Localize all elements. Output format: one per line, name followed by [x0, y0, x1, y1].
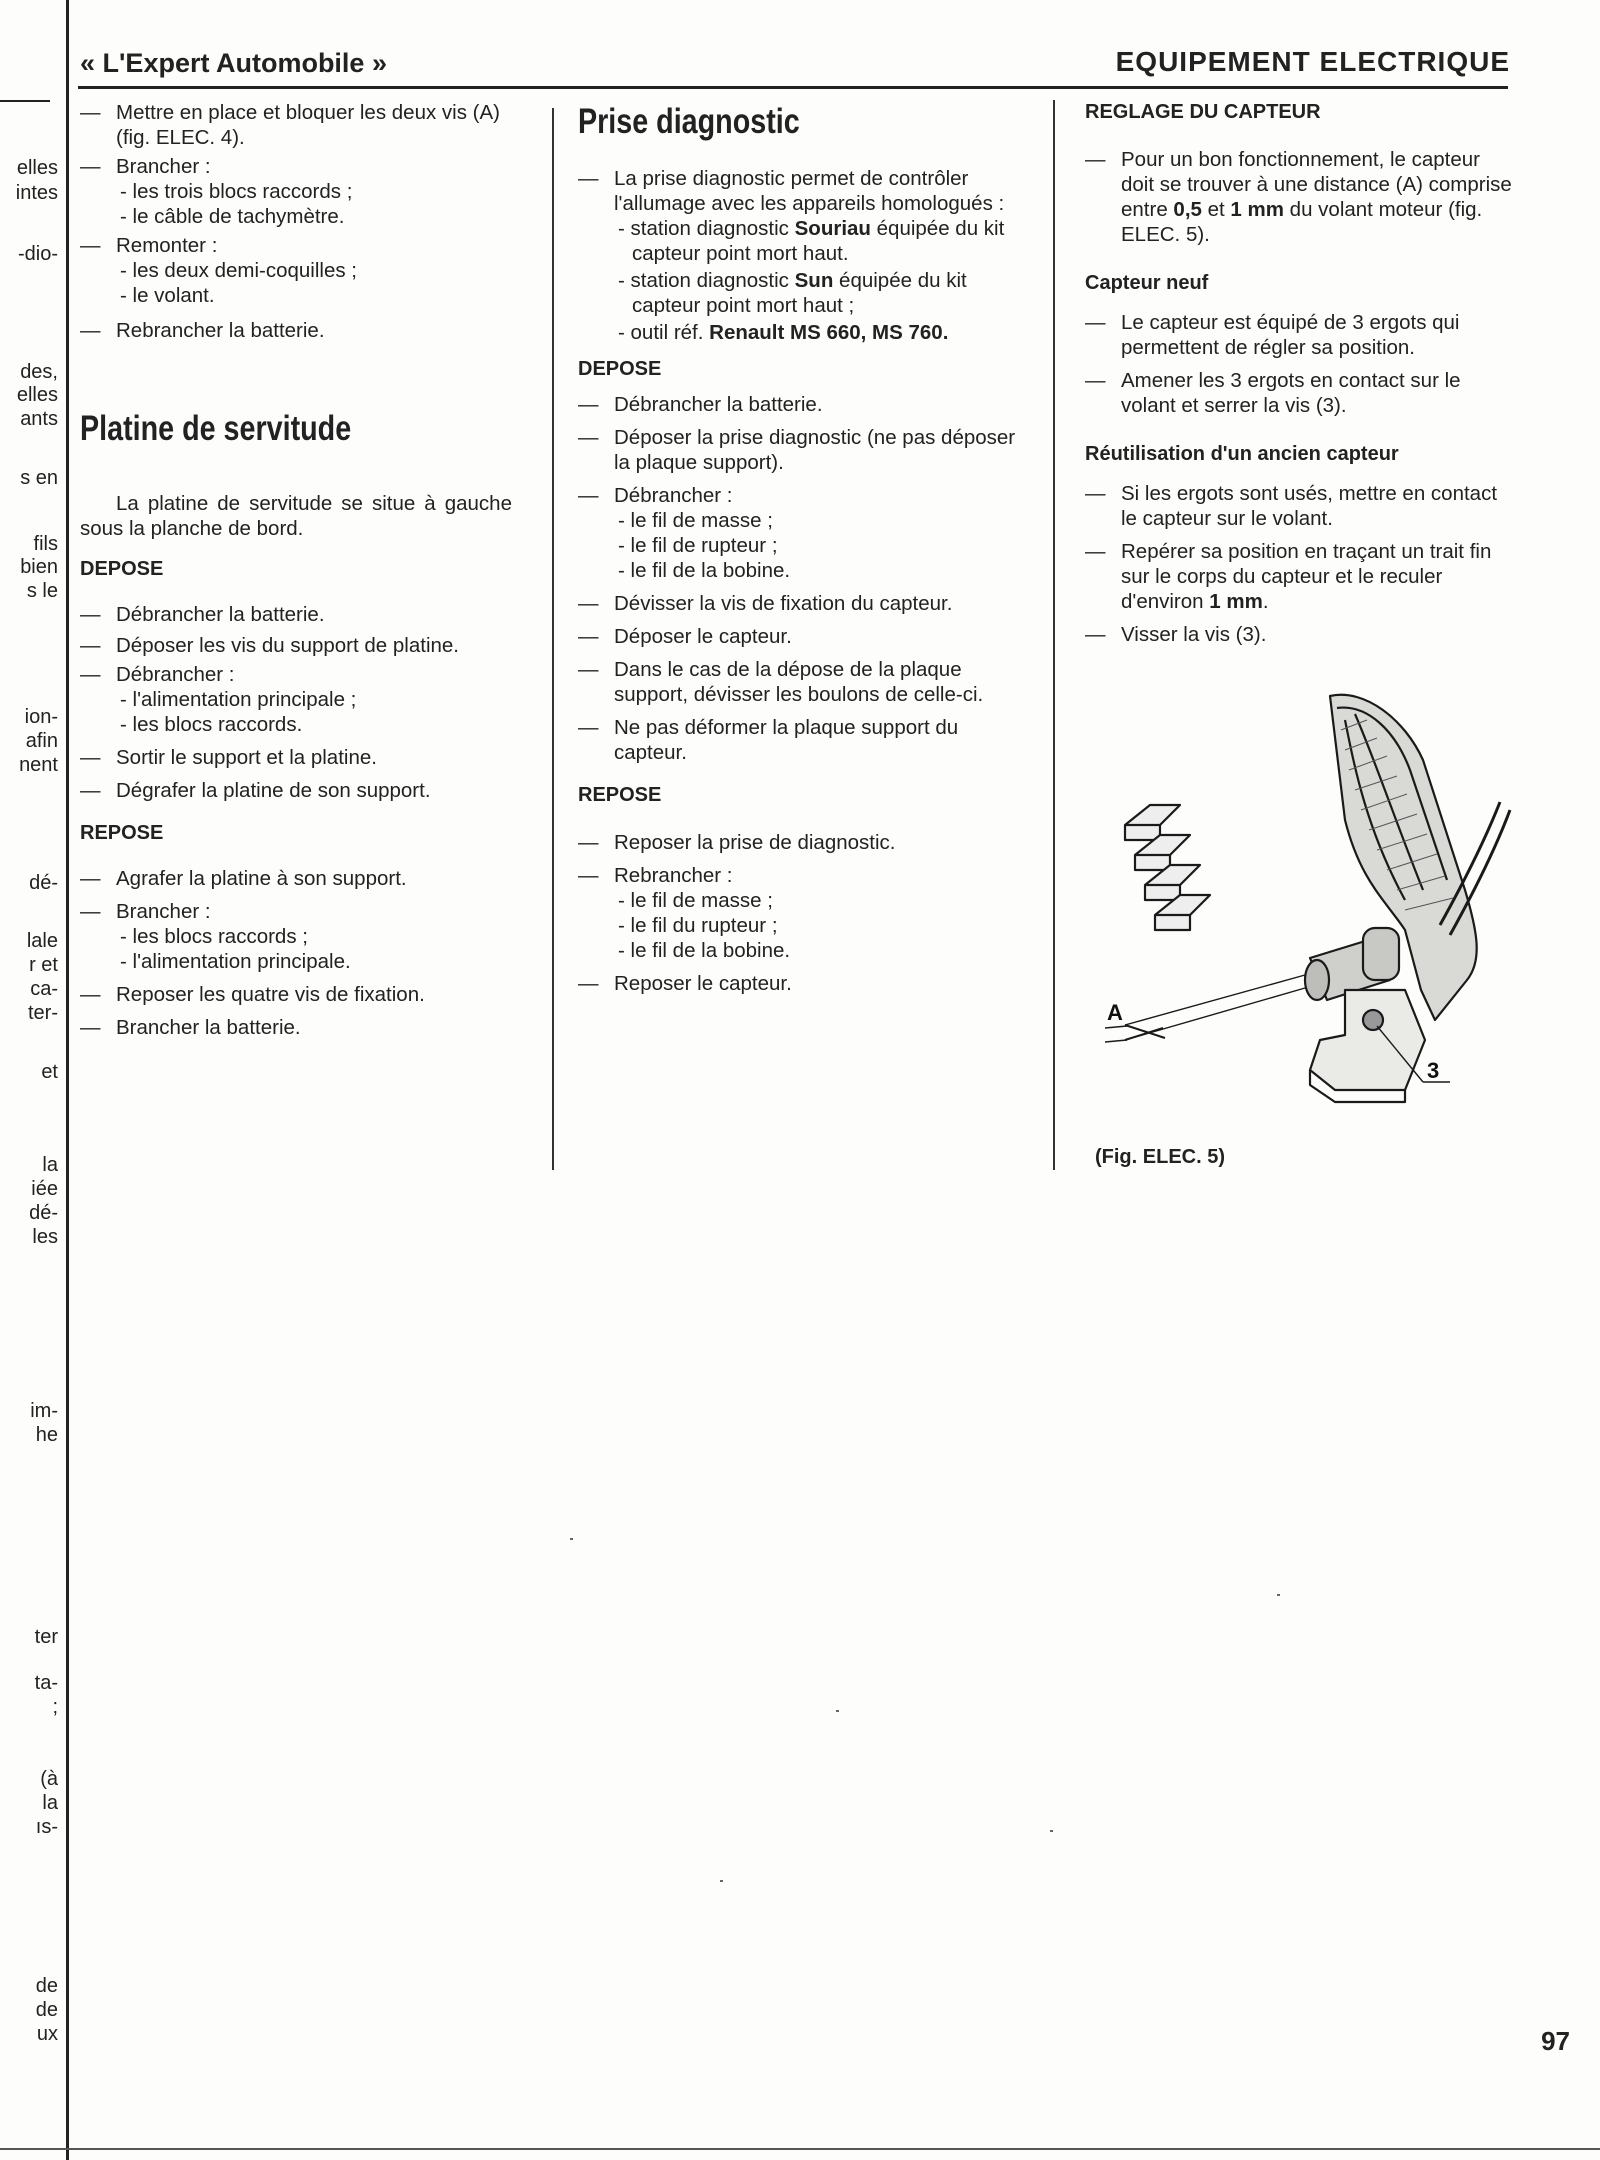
list-item: — Brancher : [80, 899, 512, 924]
sub-item: - les blocs raccords. [120, 713, 303, 736]
margin-fragment: ux [36, 2023, 58, 2045]
list-item: — Débrancher : [578, 483, 1018, 508]
section-title: Platine de servitude [80, 409, 352, 448]
subheading: REPOSE [578, 784, 662, 806]
subheading: REPOSE [80, 822, 164, 844]
margin-fragment: elles [16, 384, 58, 406]
column-1 [80, 100, 512, 1040]
margin-fragment: (à [40, 1768, 58, 1790]
subheading: DEPOSE [80, 558, 164, 580]
list-item: — Sortir le support et la platine. [80, 745, 512, 770]
margin-fragment: ca- [30, 978, 58, 1000]
list-item: — Dévisser la vis de fixation du capteur. [578, 591, 1018, 616]
margin-fragment: intes [15, 182, 58, 204]
list-item: — Dans le cas de la dépose de la plaque support, dévisser les boulons de celle-ci. [578, 657, 1018, 707]
list-item: — Déposer le capteur. [578, 624, 1018, 649]
paragraph: La platine de servitude se situe à gauche sous la planche de bord. [80, 492, 512, 540]
sub-item: - le fil de masse ; [618, 509, 773, 532]
screw-label-3: 3 [1427, 1058, 1440, 1083]
list-item: — Agrafer la platine à son support. [80, 866, 512, 891]
margin-fragment: elles [16, 157, 58, 179]
sub-item: - station diagnostic Sun équipée du kit capteur point mort haut ; [618, 269, 967, 317]
scan-speck [1050, 1830, 1053, 1832]
list-item: — Déposer les vis du support de platine. [80, 633, 512, 658]
column-3 [1085, 100, 1515, 647]
margin-fragment: fils [33, 533, 58, 555]
sub-item: - le fil du rupteur ; [618, 914, 778, 937]
margin-fragment: nent [19, 754, 58, 776]
margin-fragment: bien [20, 556, 58, 578]
column-2 [578, 100, 1018, 996]
sub-item: - le fil de masse ; [618, 889, 773, 912]
margin-fragment: r et [29, 954, 58, 976]
list-item: — Mettre en place et bloquer les deux vis (A) (fig. ELEC. 4). [80, 100, 512, 150]
margin-fragment: -dio- [17, 243, 58, 265]
margin-fragment: s en [20, 467, 58, 489]
list-item: — Visser la vis (3). [1085, 622, 1515, 647]
margin-fragment: dé- [29, 872, 58, 894]
margin-fragment: ants [20, 408, 58, 430]
column-divider [1053, 100, 1055, 1170]
list-item: — Le capteur est équipé de 3 ergots qui permettent de régler sa position. [1085, 310, 1515, 360]
sub-item: - le câble de tachymètre. [120, 205, 345, 228]
margin-fragment: ion- [24, 706, 58, 728]
margin-fragment: he [35, 1424, 58, 1446]
margin-fragment: ter- [28, 1002, 58, 1024]
margin-fragment: lale [26, 930, 58, 952]
sub-item: - le fil de la bobine. [618, 559, 791, 582]
list-item: — Reposer les quatre vis de fixation. [80, 982, 512, 1007]
list-item: — Amener les 3 ergots en contact sur le volant et serrer la vis (3). [1085, 368, 1515, 418]
margin-fragment: ta- [34, 1672, 58, 1694]
sub-item: - les blocs raccords ; [120, 925, 308, 948]
sensor-diagram [1105, 690, 1525, 1130]
scan-speck [836, 1710, 839, 1712]
list-item: — Dégrafer la platine de son support. [80, 778, 512, 803]
margin-fragment: de [35, 1975, 58, 1997]
list-item: — Débrancher : [80, 662, 512, 687]
subheading: DEPOSE [578, 358, 662, 380]
list-item: — Si les ergots sont usés, mettre en contact le capteur sur le volant. [1085, 481, 1515, 531]
running-header [80, 48, 1510, 88]
sub-item: - les trois blocs raccords ; [120, 180, 353, 203]
column-divider [552, 108, 554, 1170]
list-item: — Rebrancher la batterie. [80, 318, 512, 343]
scan-speck [1277, 1594, 1280, 1596]
margin-fragment: des, [20, 361, 58, 383]
bottom-rule [0, 2148, 1600, 2150]
figure-caption: (Fig. ELEC. 5) [1095, 1146, 1225, 1168]
sub-item: - station diagnostic Souriau équipée du kit capteur point mort haut. [618, 217, 1005, 265]
sub-item: - le volant. [120, 284, 215, 307]
margin-fragment: la [42, 1792, 58, 1814]
sub-item: - le fil de rupteur ; [618, 534, 778, 557]
margin-fragment: dé- [29, 1202, 58, 1224]
list-item: — Rebrancher : [578, 863, 1018, 888]
list-item: — Débrancher la batterie. [80, 602, 512, 627]
margin-fragment: iée [31, 1178, 58, 1200]
margin-dash [0, 100, 50, 102]
chapter-title: EQUIPEMENT ELECTRIQUE [1115, 46, 1510, 77]
margin-fragment: ıs- [35, 1816, 58, 1838]
list-item: — Reposer le capteur. [578, 971, 1018, 996]
list-item: — Pour un bon fonctionnement, le capteur doit se trouver à une distance (A) comprise entre 0,5 et 1 mm du volant moteur (fig. ELEC. 5). [1085, 147, 1515, 247]
list-item: — Ne pas déformer la plaque support du capteur. [578, 715, 1018, 765]
margin-fragment: ; [52, 1696, 58, 1718]
sub-item: - l'alimentation principale ; [120, 688, 357, 711]
header-rule [78, 86, 1508, 89]
left-margin-fragments [0, 0, 62, 2160]
distance-label-a: A [1107, 1000, 1123, 1025]
publication-title: « L'Expert Automobile » [80, 48, 387, 78]
margin-fragment: la [42, 1154, 58, 1176]
margin-fragment: afin [25, 730, 58, 752]
scan-speck [570, 1538, 573, 1540]
list-item: — Reposer la prise de diagnostic. [578, 830, 1018, 855]
margin-fragment: et [41, 1061, 58, 1083]
sub-item: - l'alimentation principale. [120, 950, 351, 973]
margin-fragment: im- [30, 1400, 58, 1422]
margin-fragment: de [35, 1999, 58, 2021]
sub-item: - les deux demi-coquilles ; [120, 259, 357, 282]
subheading: Capteur neuf [1085, 272, 1209, 294]
list-item: — Brancher la batterie. [80, 1015, 512, 1040]
margin-fragment: ter [34, 1626, 58, 1648]
list-item: — Déposer la prise diagnostic (ne pas déposer la plaque support). [578, 425, 1018, 475]
subheading: REGLAGE DU CAPTEUR [1085, 101, 1321, 123]
list-item: — Remonter : [80, 233, 512, 258]
list-item: — Brancher : [80, 154, 512, 179]
sub-item: - outil réf. Renault MS 660, MS 760. [618, 321, 949, 344]
binding-line [66, 0, 69, 2160]
margin-fragment: les [32, 1226, 58, 1248]
page-number: 97 [1541, 2026, 1570, 2056]
subheading: Réutilisation d'un ancien capteur [1085, 443, 1399, 465]
list-item: — La prise diagnostic permet de contrôler l'allumage avec les appareils homologués : [578, 166, 1018, 216]
scan-speck [720, 1880, 723, 1882]
sub-item: - le fil de la bobine. [618, 939, 791, 962]
list-item: — Repérer sa position en traçant un trait fin sur le corps du capteur et le reculer d'environ 1 mm. [1085, 539, 1515, 614]
margin-fragment: s le [26, 580, 58, 602]
list-item: — Débrancher la batterie. [578, 392, 1018, 417]
section-title: Prise diagnostic [578, 102, 800, 141]
